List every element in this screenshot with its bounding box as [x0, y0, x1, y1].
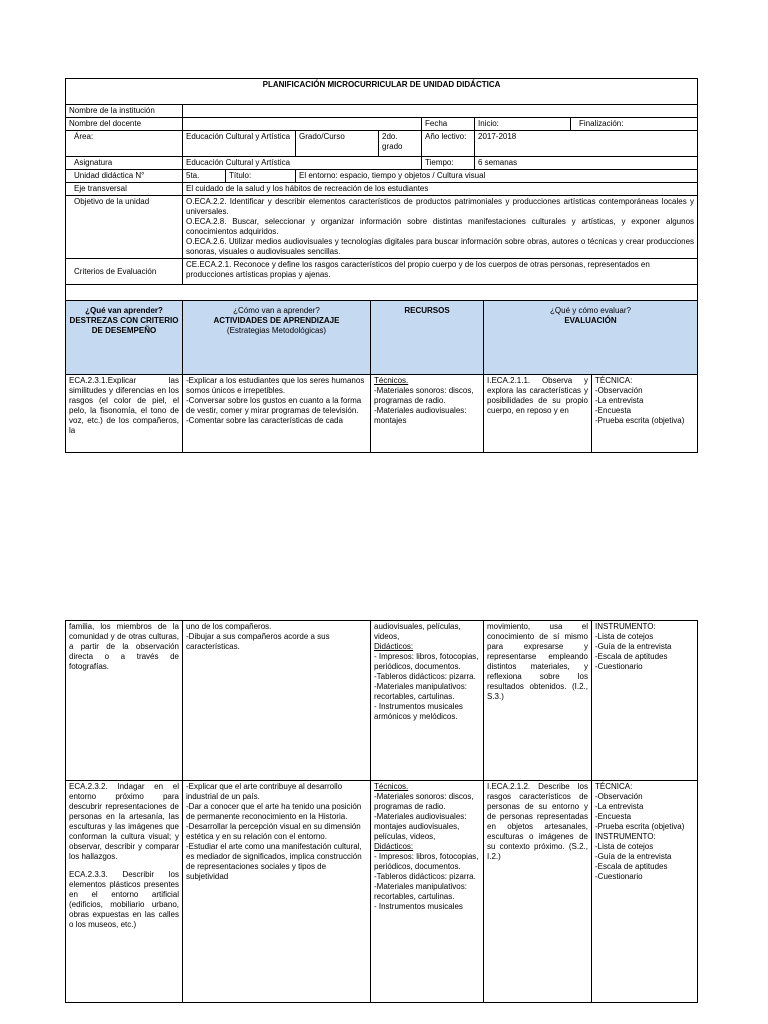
row2-recursos: [371, 621, 484, 781]
unidad-label: Unidad didáctica N°: [66, 170, 183, 183]
planning-table-continued: [65, 620, 698, 1003]
header-actividades: [183, 301, 371, 375]
header-evaluacion-q: ¿Qué y cómo evaluar?: [550, 306, 631, 315]
row3-recursos-head1: Técnicos.: [374, 782, 409, 791]
row2-actividades: uno de los compañeros. -Dibujar a sus compañeros acorde a sus características.: [183, 621, 371, 781]
docente-value: [183, 118, 422, 131]
row2-destreza: familia, los miembros de la comunidad y de otras culturas, a partir de la observación directa o a través de fotografías.: [66, 621, 183, 781]
area-value: Educación Cultural y Artística: [183, 131, 296, 157]
row3-recursos: [371, 781, 484, 1003]
objetivo-2: O.ECA.2.8. Buscar, seleccionar y organizar información sobre distintas manifestaciones culturales y artísticas, y exponer algunos conocimientos adquiridos.: [186, 217, 695, 236]
anio-value: 2017-2018: [475, 131, 698, 157]
row1-recursos-body: -Materiales sonoros: discos, programas de radio. -Materiales audiovisuales: montajes: [374, 386, 474, 425]
row2-recursos-b: - Impresos: libros, fotocopias, periódicos, documentos. -Tableros didácticos: pizarra. -Materiales manipulativos: recortables, cartulinas. - Instrumentos musicales armónicos y melódicos.: [374, 652, 479, 721]
asignatura-value: Educación Cultural y Artística: [183, 157, 422, 170]
row2-instrumento: INSTRUMENTO: -Lista de cotejos -Guía de la entrevista -Escala de aptitudes -Cuestionario: [592, 621, 698, 781]
header-actividades-sub: (Estrategias Metodológicas): [226, 326, 327, 335]
header-recursos: RECURSOS: [371, 301, 484, 375]
titulo-value: El entorno: espacio, tiempo y objetos / Cultura visual: [296, 170, 698, 183]
row1-tecnica: TÉCNICA: -Observación -La entrevista -Encuesta -Prueba escrita (objetiva): [592, 375, 698, 453]
row2-recursos-a: audiovisuales, películas, videos,: [374, 622, 461, 641]
row3-recursos-a: -Materiales sonoros: discos, programas de radio. -Materiales audiovisuales: montajes audiovisuales, películas, videos,: [374, 792, 474, 841]
row2-recursos-head: Didácticos:: [374, 642, 414, 651]
header-destrezas: ¿Qué van aprender? DESTREZAS CON CRITERIO DE DESEMPEÑO: [66, 301, 183, 375]
row1-destreza: ECA.2.3.1.Explicar las similitudes y diferencias en los rasgos (el color de piel, el pelo, la fisonomía, el tono de voz, etc.) de los compañeros, la: [66, 375, 183, 453]
row3-indicador: I.ECA.2.1.2. Describe los rasgos característicos de personas de su entorno y de personas representadas en objetos artesanales, esculturas o imágenes de su contexto próximo. (S.2., I.2.): [484, 781, 592, 1003]
document-title: PLANIFICACIÓN MICROCURRICULAR DE UNIDAD DIDÁCTICA: [66, 79, 698, 105]
header-actividades-title: ACTIVIDADES DE APRENDIZAJE: [213, 316, 340, 325]
row2-indicador: movimiento, usa el conocimiento de sí mismo para expresarse y representarse empleando distintos materiales, y reflexiona sobre los resultados obtenidos. (I.2., S.3.): [484, 621, 592, 781]
objetivo-value: [183, 196, 698, 259]
fecha-label: Fecha: [422, 118, 475, 131]
planning-table: [65, 300, 698, 453]
objetivo-label: Objetivo de la unidad: [66, 196, 183, 259]
page-1: [65, 78, 697, 453]
row3-destreza: [66, 781, 183, 1003]
row3-tecnica: TÉCNICA: -Observación -La entrevista -Encuesta -Prueba escrita (objetiva) INSTRUMENTO: -Lista de cotejos -Guía de la entrevista -Escala de aptitudes -Cuestionario: [592, 781, 698, 1003]
row1-recursos: [371, 375, 484, 453]
header-evaluacion: [484, 301, 698, 375]
institucion-label: Nombre de la institución: [66, 105, 183, 118]
area-label: Área:: [66, 131, 183, 157]
row1-indicador: I.ECA.2.1.1. Observa y explora las características y posibilidades de su propio cuerpo, en reposo y en: [484, 375, 592, 453]
unidad-value: 5ta.: [183, 170, 226, 183]
row3-destreza-b: ECA.2.3.3. Describir los elementos plásticos presentes en el entorno artificial (edificios, mobiliario urbano, obras expuestas en las calles o los museos, etc.): [69, 870, 179, 929]
criterios-value: CE.ECA.2.1. Reconoce y define los rasgos característicos del propio cuerpo y de los cuerpos de otras personas, representados en producciones artísticas propias y ajenas.: [183, 259, 698, 285]
eje-value: El cuidado de la salud y los hábitos de recreación de los estudiantes: [183, 183, 698, 196]
institucion-value: [183, 105, 698, 118]
row1-recursos-head: Técnicos.: [374, 376, 409, 385]
asignatura-label: Asignatura: [66, 157, 183, 170]
objetivo-3: O.ECA.2.6. Utilizar medios audiovisuales y tecnologías digitales para buscar información sobre obras, autores o técnicas y crear producciones sonoras, visuales o audiovisuales sencillas.: [186, 237, 695, 256]
eje-label: Eje transversal: [66, 183, 183, 196]
titulo-label: Título:: [226, 170, 296, 183]
row3-recursos-head2: Didácticos:: [374, 842, 414, 851]
page-2: [65, 620, 697, 1003]
anio-label: Año lectivo:: [422, 131, 475, 157]
docente-label: Nombre del docente: [66, 118, 183, 131]
grado-label: Grado/Curso: [296, 131, 379, 157]
row3-destreza-a: ECA.2.3.2. Indagar en el entorno próximo para descubrir representaciones de personas en la artesanía, las esculturas y las imágenes que conforman la cultura visual; y observar, describir y comparar los hallazgos.: [69, 782, 179, 861]
tiempo-label: Tiempo:: [422, 157, 475, 170]
row3-actividades: -Explicar que el arte contribuye al desarrollo industrial de un país. -Dar a conocer que el arte ha tenido una posición de permanente reconocimiento en la Historia. -Desarrollar la percepción visual en su dimensión estética y en su relación con el entorno. -Estudiar el arte como una manifestación cultural, es mediador de significados, implica construcción de representaciones sociales y tipos de subjetividad: [183, 781, 371, 1003]
grado-value: 2do. grado: [379, 131, 422, 157]
spacer-row: [66, 285, 698, 301]
row3-recursos-b: - Impresos: libros, fotocopias, periódicos, documentos. -Tableros didácticos: pizarra. -Materiales manipulativos: recortables, cartulinas. - Instrumentos musicales: [374, 852, 479, 911]
row1-actividades: -Explicar a los estudiantes que los seres humanos somos únicos e irrepetibles. -Conversar sobre los gustos en cuanto a la forma de vestir, comer y mirar programas de televisión. -Comentar sobre las características de cada: [183, 375, 371, 453]
inicio-label: Inicio:: [475, 118, 571, 131]
header-actividades-q: ¿Cómo van a aprender?: [233, 306, 320, 315]
objetivo-1: O.ECA.2.2. Identificar y describir elementos característicos de productos patrimoniales y producciones artísticas contemporáneas locales y universales.: [186, 197, 695, 216]
tiempo-value: 6 semanas: [475, 157, 698, 170]
unit-info-table: [65, 78, 698, 301]
header-evaluacion-title: EVALUACIÓN: [564, 316, 617, 325]
criterios-label: Criterios de Evaluación: [66, 259, 183, 285]
finalizacion-label: Finalización:: [571, 118, 698, 131]
